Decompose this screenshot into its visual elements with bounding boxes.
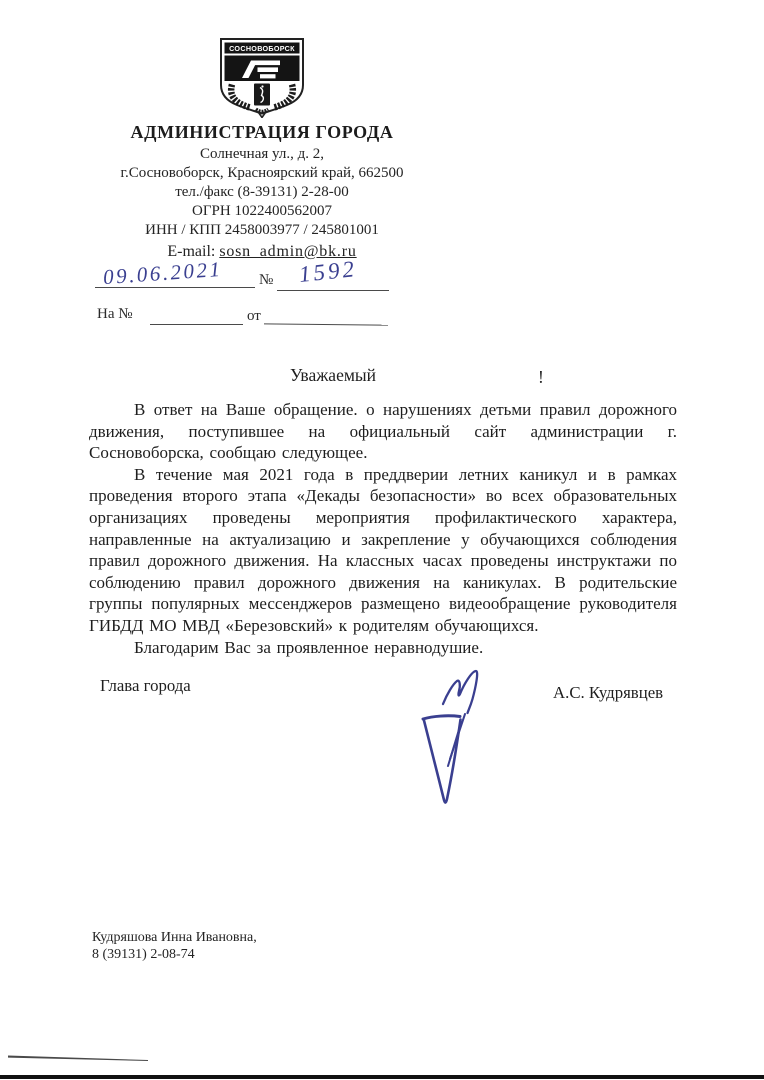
reply-number-underline [150,324,243,325]
email-line [57,241,467,262]
address-street: Солнечная ул., д. 2, [200,146,324,162]
emblem-banner-text: СОСНОВОБОРСК [229,44,295,53]
inn-kpp-line: ИНН / КПП 2458003977 / 245801001 [145,222,379,238]
letterhead [57,36,467,262]
salutation-greeting: Уважаемый [290,365,377,385]
body-paragraph-3: Благодарим Вас за проявленное неравнодушие. [134,637,484,657]
handwritten-date: 09.06.2021 [102,256,224,290]
organization-name: АДМИНИСТРАЦИЯ ГОРОДА [130,122,394,142]
handwritten-number: 1592 [297,256,359,287]
reply-date-underline [264,323,388,325]
body-paragraph-2: В течение мая 2021 года в преддверии летних каникул и в рамках проведения второго этапа «Декады безопасности» во всех образовательных организациях проведены мероприятия профилактического характера, направленные на актуализацию и закрепление у обучающихся соблюдения правил дорожного движения. На классных часах проведены инструктажи по соблюдению правил дорожного движения на каникулах. В родительские группы популярных мессенджеров размещено видеообращение руководителя ГИБДД МО МВД «Березовский» к родителям обучающихся. [89,464,677,635]
address-city: г.Сосновоборск, Красноярский край, 662500 [120,165,404,181]
scan-artifact-line [8,1055,153,1063]
ogrn-line: ОГРН 1022400562007 [192,203,332,219]
number-underline [277,290,389,291]
executor-contact [92,930,257,963]
scan-bottom-border [0,1075,764,1079]
signer-position-title: Глава города [100,676,191,695]
email-label: E-mail: [167,243,216,260]
signer-name: А.С. Кудрявцев [553,683,664,702]
executor-phone: 8 (39131) 2-08-74 [92,946,195,962]
body-paragraph-1: В ответ на Ваше обращение. о нарушениях детьми правил дорожного движения, поступившее на официальный сайт администрации г. Сосновоборска, сообщаю следующее. [89,400,677,463]
phone-fax-line: тел./факс (8-39131) 2-28-00 [175,184,349,200]
city-coat-of-arms-icon [212,36,312,118]
letter-body [89,399,677,658]
email-address: sosn_admin@bk.ru [219,243,357,260]
salutation-exclamation: ! [538,367,544,387]
executor-name: Кудряшова Инна Ивановна, [92,930,257,945]
number-sign: № [259,272,274,288]
reply-to-label: На № [97,306,133,322]
handwritten-signature-icon [403,656,513,821]
reply-from-label: от [247,308,261,324]
